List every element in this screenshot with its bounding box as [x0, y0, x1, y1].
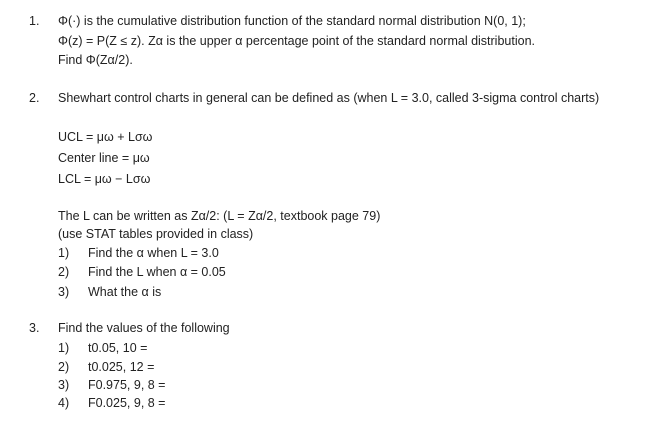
item-2-intro: Shewhart control charts in general can be defined as (when L = 3.0, called 3-sigma control charts)	[58, 91, 600, 105]
center-line-formula: Center line = μω	[58, 151, 150, 165]
ucl-formula: UCL = μω + Lσω	[58, 130, 153, 144]
item-2-note-1: The L can be written as Zα/2: (L = Zα/2, textbook page 79)	[58, 209, 381, 223]
item-3-sub-text-4: F0.025, 9, 8 =	[88, 396, 166, 410]
item-2-note-2: (use STAT tables provided in class)	[58, 227, 254, 241]
item-1-line-2: Φ(z) = P(Z ≤ z). Zα is the upper α percentage point of the standard normal distribution.	[58, 34, 535, 48]
item-2-sub-text-2: Find the L when α = 0.05	[88, 265, 226, 279]
item-1-line-1: Φ(·) is the cumulative distribution function of the standard normal distribution N(0, 1);	[58, 14, 526, 28]
item-1-line-3: Find Φ(Zα/2).	[58, 53, 133, 67]
item-2-sub-number-2: 2)	[58, 265, 70, 279]
item-3-sub-text-2: t0.025, 12 =	[88, 360, 155, 374]
item-3-sub-number-4: 4)	[58, 396, 70, 410]
item-3-sub-text-1: t0.05, 10 =	[88, 341, 148, 355]
item-3-intro: Find the values of the following	[58, 321, 230, 335]
lcl-formula: LCL = μω − Lσω	[58, 172, 151, 186]
item-2-sub-text-1: Find the α when L = 3.0	[88, 246, 219, 260]
item-number-3: 3.	[29, 321, 40, 335]
item-2-sub-number-3: 3)	[58, 285, 70, 299]
item-number-1: 1.	[29, 14, 40, 28]
item-2-sub-text-3: What the α is	[88, 285, 162, 299]
item-3-sub-number-1: 1)	[58, 341, 70, 355]
item-3-sub-number-3: 3)	[58, 378, 70, 392]
item-number-2: 2.	[29, 91, 40, 105]
item-3-sub-text-3: F0.975, 9, 8 =	[88, 378, 166, 392]
item-3-sub-number-2: 2)	[58, 360, 70, 374]
item-2-sub-number-1: 1)	[58, 246, 70, 260]
